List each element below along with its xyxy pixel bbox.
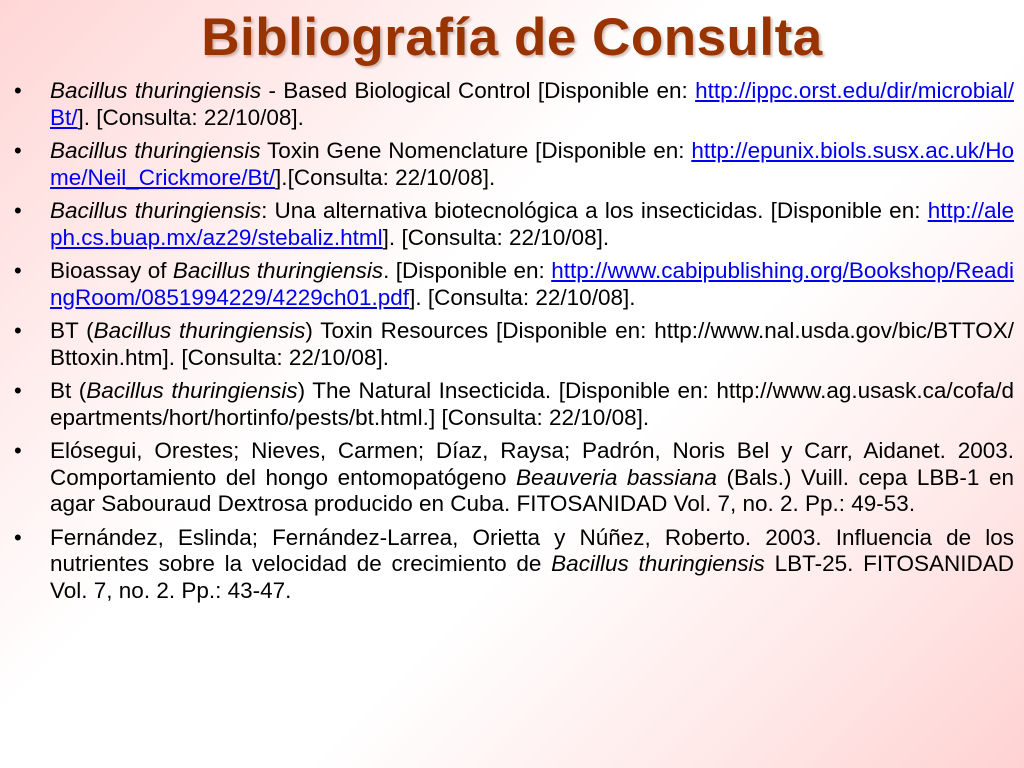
reference-text: ) The Natural Insecticida. xyxy=(297,378,559,403)
reference-link[interactable]: http://epunix.biols.susx.ac.uk/Home/Neil_Crickmore/Bt/ xyxy=(50,138,1014,190)
reference-text: : Una alternativa biotecnológica a los insecticidas. xyxy=(261,198,771,223)
reference-prefix: Bt ( xyxy=(50,378,87,403)
bullet-icon: • xyxy=(14,258,22,283)
reference-item xyxy=(0,138,1024,191)
reference-text: ) Toxin Resources xyxy=(305,318,496,343)
consulted-date: [Consulta: 22/10/08]. xyxy=(96,104,304,130)
url-close: ] xyxy=(428,404,442,430)
availability-label: [Disponible en: xyxy=(496,318,655,343)
link-close: ]. xyxy=(409,284,428,310)
link-close: ]. xyxy=(382,224,402,250)
bullet-icon: • xyxy=(14,378,22,403)
species-name: Bacillus thuringiensis xyxy=(93,318,306,343)
availability-label: [Disponible en: xyxy=(535,138,692,163)
link-close: ]. xyxy=(77,104,97,130)
consulted-date: [Consulta: 22/10/08]. xyxy=(181,344,389,370)
consulted-date: [Consulta: 22/10/08]. xyxy=(427,284,636,310)
bullet-icon: • xyxy=(14,524,22,550)
bullet-icon: • xyxy=(14,438,22,463)
reference-item xyxy=(0,198,1024,251)
species-name: Bacillus thuringiensis xyxy=(86,378,298,403)
bullet-icon: • xyxy=(14,318,22,343)
species-name: Beauveria bassiana xyxy=(516,464,717,490)
consulted-date: [Consulta: 22/10/08]. xyxy=(441,404,650,430)
species-name: Bacillus thuringiensis xyxy=(50,78,262,103)
reference-item xyxy=(0,78,1024,131)
bullet-icon: • xyxy=(14,138,22,163)
reference-text: Elósegui, Orestes; Nieves, Carmen; Díaz, Raysa; Padrón, Noris Bel y Carr, Aidanet. 2003. Comportamiento del hongo entomopatógeno xyxy=(50,438,1014,490)
reference-text-after: LBT-25. FITOSANIDAD Vol. 7, no. 2. Pp.: 43-47. xyxy=(50,551,1014,603)
reference-link[interactable]: http://aleph.cs.buap.mx/az29/stebaliz.html xyxy=(50,198,1014,250)
reference-link[interactable]: http://ippc.orst.edu/dir/microbial/Bt/ xyxy=(50,78,1014,130)
reference-link[interactable]: http://www.cabipublishing.org/Bookshop/ReadingRoom/0851994229/4229ch01.pdf xyxy=(50,258,1014,310)
availability-label: [Disponible en: xyxy=(558,378,717,403)
reference-text-after: (Bals.) Vuill. cepa LBB-1 en agar Sabouraud Dextrosa producido en Cuba. FITOSANIDAD Vol. 7, no. 2. Pp.: 49-53. xyxy=(50,464,1015,516)
slide-title: Bibliografía de Consulta xyxy=(201,8,823,67)
availability-label: [Disponible en: xyxy=(537,78,696,103)
reference-item xyxy=(0,438,1024,518)
reference-text: . xyxy=(383,258,396,283)
reference-text: Fernández, Eslinda; Fernández-Larrea, Orietta y Núñez, Roberto. 2003. Influencia de los nutrientes sobre la velocidad de crecimiento de xyxy=(50,524,1014,576)
availability-label: [Disponible en: xyxy=(770,198,928,223)
reference-item xyxy=(0,318,1024,371)
bullet-icon: • xyxy=(14,198,22,223)
reference-item xyxy=(0,525,1024,605)
reference-text: - Based Biological Control xyxy=(261,78,538,103)
reference-url: http://www.ag.usask.ca/cofa/departments/hort/hortinfo/pests/bt.html. xyxy=(50,378,1014,430)
url-close: ]. xyxy=(162,344,182,370)
reference-prefix: Bioassay of xyxy=(50,258,173,283)
reference-text: Toxin Gene Nomenclature xyxy=(260,138,536,163)
species-name: Bacillus thuringiensis xyxy=(50,138,261,163)
link-close: ]. xyxy=(275,164,288,190)
species-name: Bacillus thuringiensis xyxy=(551,551,765,576)
reference-url: http://www.nal.usda.gov/bic/BTTOX/ Bttoxin.htm xyxy=(50,318,1014,370)
reference-item xyxy=(0,258,1024,311)
reference-prefix: BT ( xyxy=(50,318,94,343)
species-name: Bacillus thuringiensis xyxy=(50,198,262,223)
reference-list xyxy=(0,78,1024,611)
availability-label: [Disponible en: xyxy=(395,258,552,283)
consulted-date: [Consulta: 22/10/08]. xyxy=(287,164,496,190)
species-name: Bacillus thuringiensis xyxy=(172,258,384,283)
bullet-icon: • xyxy=(14,78,22,103)
consulted-date: [Consulta: 22/10/08]. xyxy=(401,224,610,250)
reference-item xyxy=(0,378,1024,431)
